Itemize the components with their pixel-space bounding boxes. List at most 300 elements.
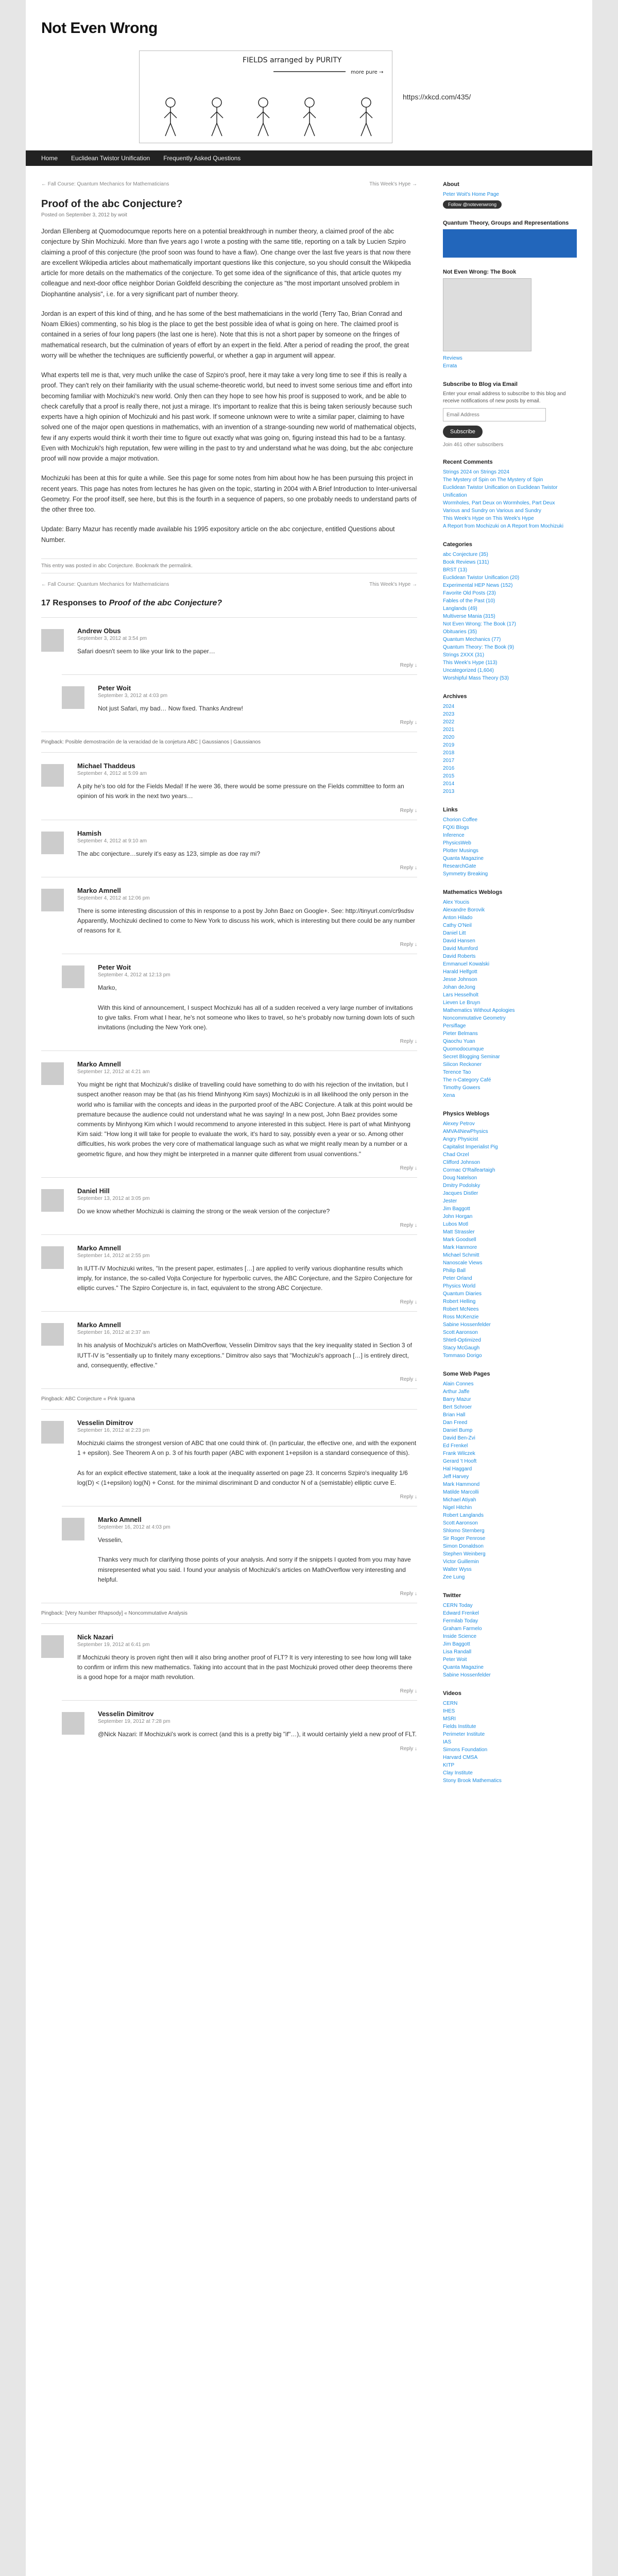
blogroll-link[interactable]: Quanta Magazine xyxy=(443,856,484,861)
category-link[interactable]: Quantum Mechanics (77) xyxy=(443,637,501,642)
web-page-link[interactable]: Walter Wyss xyxy=(443,1567,472,1572)
reply-button[interactable]: Reply ↓ xyxy=(400,1494,417,1500)
avatar xyxy=(41,1062,64,1085)
physics-blog-link[interactable]: Angry Physicist xyxy=(443,1137,478,1142)
math-blog-link[interactable]: Noncommutative Geometry xyxy=(443,1015,506,1021)
web-page-link[interactable]: Simon Donaldson xyxy=(443,1544,484,1549)
physics-blog-link[interactable]: Jacques Distler xyxy=(443,1191,478,1196)
physics-blog-link[interactable]: AMVA4NewPhysics xyxy=(443,1129,488,1134)
categories-widget xyxy=(443,541,577,682)
prev-post-link[interactable]: ← Fall Course: Quantum Mechanics for Mathematicians xyxy=(41,581,169,587)
web-page-link[interactable]: Barry Mazur xyxy=(443,1397,471,1402)
site-title[interactable]: Not Even Wrong xyxy=(41,20,158,37)
comment xyxy=(41,752,417,819)
web-page-link[interactable]: Victor Guillemin xyxy=(443,1559,479,1565)
comments-title-post: Proof of the abc Conjecture? xyxy=(109,598,222,607)
math-blog-link[interactable]: Lars Hesselholt xyxy=(443,992,478,998)
comment-author[interactable]: Marko Amnell xyxy=(98,1515,142,1523)
math-title: Mathematics Weblogs xyxy=(443,889,503,895)
book-reviews-link[interactable]: Reviews xyxy=(443,355,462,361)
prev-post-link[interactable]: ← Fall Course: Quantum Mechanics for Mathematicians xyxy=(41,181,169,187)
physics-blog-link[interactable]: Sabine Hossenfelder xyxy=(443,1322,491,1328)
physics-blog-link[interactable]: Michael Schmitt xyxy=(443,1252,479,1258)
twitter-link[interactable]: Peter Woit xyxy=(443,1657,467,1663)
main-nav xyxy=(26,150,592,166)
comic-caption: FIELDS arranged by PURITY xyxy=(243,56,342,64)
comment-date[interactable]: September 16, 2012 at 4:03 pm xyxy=(98,1524,170,1530)
math-blog-link[interactable]: Pieter Belmans xyxy=(443,1031,478,1037)
comment xyxy=(41,820,417,877)
math-blog-link[interactable]: Terence Tao xyxy=(443,1070,471,1075)
post-footer: This entry was posted in abc Conjecture. Bookmark the permalink. xyxy=(41,558,417,573)
comment-author[interactable]: Hamish xyxy=(77,829,101,837)
comment-text: There is some interesting discussion of this in response to a post by John Baez on Google+. See: http://tinyurl.com/cr9sdsv Apparently, Mochizuki declined to come to New York to discuss his work, which is interesting but there could be any number of reasons for it. xyxy=(77,907,416,935)
reply-button[interactable]: Reply ↓ xyxy=(400,1222,417,1228)
web-page-link[interactable]: Bert Schroer xyxy=(443,1404,472,1410)
nav-home[interactable]: Home xyxy=(41,155,58,162)
comment xyxy=(41,1177,417,1234)
reply-button[interactable]: Reply ↓ xyxy=(400,1377,417,1382)
math-widget xyxy=(443,889,577,1099)
math-blog-link[interactable]: Cathy O'Neil xyxy=(443,923,472,928)
math-blog-link[interactable]: Quomodocumque xyxy=(443,1046,484,1052)
banner-comic[interactable] xyxy=(139,50,392,143)
math-blog-link[interactable]: Alexandre Borovik xyxy=(443,907,485,913)
blogroll-link[interactable]: Chorion Coffee xyxy=(443,817,478,823)
math-blog-link[interactable]: Jesse Johnson xyxy=(443,977,477,982)
recent-title: Recent Comments xyxy=(443,459,493,465)
avatar xyxy=(62,965,84,988)
sidebar xyxy=(443,181,577,1796)
comment xyxy=(41,1409,417,1506)
comment-text: A pity he's too old for the Fields Medal! If he were 36, there would be some pressure on the Fields committee to form an opinion of his work in the next two years… xyxy=(77,783,404,800)
physics-blog-link[interactable]: Quantum Diaries xyxy=(443,1291,482,1297)
category-link[interactable]: Book Reviews (131) xyxy=(443,560,489,565)
math-blog-link[interactable]: Silicon Reckoner xyxy=(443,1062,482,1067)
category-link[interactable]: Not Even Wrong: The Book (17) xyxy=(443,621,516,627)
web-page-link[interactable]: Daniel Bump xyxy=(443,1428,473,1433)
reply-button[interactable]: Reply ↓ xyxy=(400,865,417,871)
twitter-link[interactable]: Sabine Hossenfelder xyxy=(443,1672,491,1678)
category-link[interactable]: Uncategorized (1,604) xyxy=(443,668,494,673)
post-paragraph: Jordan is an expert of this kind of thing, and he has some of the best mathematicians in the world (Terry Tao, Brian Conrad and Noam Elkies) commenting, so his blog is the place to get the best possible idea of what is going on here. The claimed proof is contained in a series of four long papers (the last one is here). Note that this is not a short paper by someone on the fringes of mathematical research, but the culmination of years of effort by an expert in the field. After a period of reading the proof, the great worry will be whether the techniques are sufficiently powerful, or whether a gap in argument will appear. xyxy=(41,310,409,359)
comment-text: @Nick Nazari: If Mochizuki's work is correct (and this is a pretty big "if"…), it would certainly yield a new proof of FLT. xyxy=(98,1731,417,1738)
physics-blog-link[interactable]: Philip Ball xyxy=(443,1268,466,1274)
about-link[interactable]: Peter Woit's Home Page xyxy=(443,192,499,197)
post-body xyxy=(41,226,417,545)
recent-comments-widget xyxy=(443,459,577,530)
twitter-link[interactable]: Jim Baggott xyxy=(443,1641,470,1647)
math-blog-link[interactable]: Mathematics Without Apologies xyxy=(443,1008,515,1013)
video-link[interactable]: IHES xyxy=(443,1708,455,1714)
web-page-link[interactable]: Stephen Weinberg xyxy=(443,1551,486,1557)
archive-link[interactable]: 2022 xyxy=(443,719,455,725)
pingback[interactable]: Pingback: Posible demostración de la veracidad de la conjetura ABC | Gaussianos | Gaussianos xyxy=(41,732,417,752)
comment-date[interactable]: September 4, 2012 at 9:10 am xyxy=(77,838,147,844)
web-page-link[interactable]: Zee Lung xyxy=(443,1574,465,1580)
web-page-link[interactable]: Arthur Jaffe xyxy=(443,1389,470,1395)
recent-comment-link[interactable]: Strings 2024 on Strings 2024 xyxy=(443,469,509,475)
comment-date[interactable]: September 4, 2012 at 5:09 am xyxy=(77,771,147,777)
math-blog-link[interactable]: David Mumford xyxy=(443,946,478,952)
web-page-link[interactable]: Scott Aaronson xyxy=(443,1520,478,1526)
next-post-link[interactable]: This Week's Hype → xyxy=(369,581,417,587)
archive-link[interactable]: 2016 xyxy=(443,766,455,771)
archive-link[interactable]: 2014 xyxy=(443,781,455,787)
qtgr-book-cover[interactable] xyxy=(443,229,577,258)
twitter-link[interactable]: Edward Frenkel xyxy=(443,1611,479,1616)
comment-date[interactable]: September 3, 2012 at 3:54 pm xyxy=(77,635,147,641)
physics-blog-link[interactable]: Jim Baggott xyxy=(443,1206,470,1212)
categories-list xyxy=(443,551,577,682)
physics-blog-link[interactable]: Physics World xyxy=(443,1283,476,1289)
category-link[interactable]: Fables of the Past (10) xyxy=(443,598,495,604)
comment xyxy=(62,954,417,1050)
comment-author[interactable]: Peter Woit xyxy=(98,963,131,972)
web-page-link[interactable]: Alain Connes xyxy=(443,1381,474,1387)
comment-text: Vesselin, Thanks very much for clarifying those points of your analysis. And sorry if the snippets I quoted from you may have misrepresented what you said. I found your analysis of Mochizuki's articles on MathOverflow very interesting and helpful. xyxy=(98,1536,411,1583)
twitter-link[interactable]: Graham Farmelo xyxy=(443,1626,482,1632)
comment-text: Not just Safari, my bad… Now fixed. Thanks Andrew! xyxy=(98,704,243,712)
comment-author[interactable]: Vesselin Dimitrov xyxy=(98,1710,154,1718)
nav-faq[interactable]: Frequently Asked Questions xyxy=(163,155,241,162)
about-title: About xyxy=(443,181,459,188)
reply-button[interactable]: Reply ↓ xyxy=(400,1745,417,1752)
some-list xyxy=(443,1380,577,1581)
reply-button[interactable]: Reply ↓ xyxy=(400,1688,417,1694)
comment-author[interactable]: Peter Woit xyxy=(98,684,131,692)
physics-blog-link[interactable]: Scott Aaronson xyxy=(443,1330,478,1335)
web-page-link[interactable]: Nigel Hitchin xyxy=(443,1505,472,1511)
comment-text: In his analysis of Mochizuki's articles on MathOverflow, Vesselin Dimitrov says that the key inequality stated in Section 3 of IUTT-IV is "essentially up to finitely many exceptions." Dimitrov also says that "Mochizuki's approach […] is entirely direct, and, consequently, effective." xyxy=(77,1342,412,1369)
book-cover[interactable] xyxy=(443,278,531,351)
archive-link[interactable]: 2018 xyxy=(443,750,455,756)
archives-widget xyxy=(443,693,577,795)
recent-comment-link[interactable]: A Report from Mochizuki on A Report from Mochizuki xyxy=(443,523,563,529)
category-link[interactable]: abc Conjecture (35) xyxy=(443,552,488,557)
pingback[interactable]: Pingback: ABC Conjecture « Pink Iguana xyxy=(41,1388,417,1409)
category-link[interactable]: Strings 2XXX (31) xyxy=(443,652,485,658)
web-page-link[interactable]: Shlomo Sternberg xyxy=(443,1528,485,1534)
reply-button[interactable]: Reply ↓ xyxy=(400,1039,417,1045)
physics-blog-link[interactable]: Matt Strassler xyxy=(443,1229,475,1235)
recent-comment-link[interactable]: This Week's Hype on This Week's Hype xyxy=(443,516,534,521)
comic-subcaption: more pure → xyxy=(351,70,384,75)
subscribe-text: Enter your email address to subscribe to this blog and receive notifications of new posts by email. xyxy=(443,391,566,404)
avatar xyxy=(41,629,64,652)
blogroll-link[interactable]: Inference xyxy=(443,833,465,838)
physics-blog-link[interactable]: Robert Helling xyxy=(443,1299,476,1304)
recent-comment-link[interactable]: Wormholes, Part Deux on Wormholes, Part Deux xyxy=(443,500,555,506)
archive-link[interactable]: 2021 xyxy=(443,727,455,733)
blogroll-link[interactable]: Plotter Musings xyxy=(443,848,478,854)
web-page-link[interactable]: Dan Freed xyxy=(443,1420,468,1426)
category-link[interactable]: This Week's Hype (113) xyxy=(443,660,497,666)
reply-button[interactable]: Reply ↓ xyxy=(400,807,417,814)
video-link[interactable]: Perimeter Institute xyxy=(443,1732,485,1737)
book-widget xyxy=(443,269,577,370)
category-link[interactable]: Quantum Theory: The Book (9) xyxy=(443,645,514,650)
physics-blog-link[interactable]: Nanoscale Views xyxy=(443,1260,483,1266)
web-page-link[interactable]: Brian Hall xyxy=(443,1412,466,1418)
recent-list xyxy=(443,468,577,530)
reply-button[interactable]: Reply ↓ xyxy=(400,662,417,668)
content xyxy=(26,166,592,1796)
avatar xyxy=(62,1518,84,1540)
nav-euclidean-twistor[interactable]: Euclidean Twistor Unification xyxy=(71,155,150,162)
physics-list xyxy=(443,1120,577,1360)
comment-author[interactable]: Marko Amnell xyxy=(77,1244,121,1252)
physics-blog-link[interactable]: Stacy McGaugh xyxy=(443,1345,480,1351)
math-blog-link[interactable]: Timothy Gowers xyxy=(443,1085,480,1091)
comment-date[interactable]: September 19, 2012 at 7:28 pm xyxy=(98,1719,170,1725)
video-link[interactable]: Stony Brook Mathematics xyxy=(443,1778,502,1784)
physics-blog-link[interactable]: Robert McNees xyxy=(443,1307,479,1312)
comment-date[interactable]: September 4, 2012 at 12:06 pm xyxy=(77,895,150,901)
subscribe-widget xyxy=(443,381,577,448)
subscribe-button[interactable]: Subscribe xyxy=(443,426,483,438)
physics-blog-link[interactable]: Ross McKenzie xyxy=(443,1314,479,1320)
comment-date[interactable]: September 3, 2012 at 4:03 pm xyxy=(98,692,168,699)
comments-title xyxy=(41,599,417,608)
physics-blog-link[interactable]: Peter Orland xyxy=(443,1276,472,1281)
physics-title: Physics Weblogs xyxy=(443,1111,490,1117)
video-link[interactable]: Harvard CMSA xyxy=(443,1755,478,1760)
archive-link[interactable]: 2023 xyxy=(443,711,455,717)
avatar xyxy=(62,686,84,709)
email-input[interactable] xyxy=(443,408,546,421)
web-page-link[interactable]: Jeff Harvey xyxy=(443,1474,469,1480)
category-link[interactable]: Experimental HEP News (152) xyxy=(443,583,513,588)
book-errata-link[interactable]: Errata xyxy=(443,363,457,369)
physics-blog-link[interactable]: Doug Natelson xyxy=(443,1175,477,1181)
follow-button[interactable]: Follow @notevenwrong xyxy=(443,200,502,209)
web-page-link[interactable]: Gerard 't Hooft xyxy=(443,1459,477,1464)
category-link[interactable]: Multiverse Mania (315) xyxy=(443,614,495,619)
avatar xyxy=(41,1635,64,1658)
comment xyxy=(62,1506,417,1603)
comment-author[interactable]: Marko Amnell xyxy=(77,1321,121,1329)
post-nav-top xyxy=(41,181,417,187)
avatar xyxy=(41,1421,64,1444)
reply-button[interactable]: Reply ↓ xyxy=(400,1590,417,1597)
math-blog-link[interactable]: Lieven Le Bruyn xyxy=(443,1000,480,1006)
videos-widget xyxy=(443,1690,577,1785)
avatar xyxy=(62,1712,84,1735)
twitter-link[interactable]: Fermilab Today xyxy=(443,1618,478,1624)
physics-blog-link[interactable]: Lubos Motl xyxy=(443,1222,468,1227)
twitter-link[interactable]: Lisa Randall xyxy=(443,1649,472,1655)
category-link[interactable]: BRST (13) xyxy=(443,567,468,573)
category-link[interactable]: Worshipful Mass Theory (53) xyxy=(443,675,509,681)
recent-comment-link[interactable]: Euclidean Twistor Unification on Euclidean Twistor Unification xyxy=(443,485,558,498)
comment-author[interactable]: Vesselin Dimitrov xyxy=(77,1419,133,1427)
math-blog-link[interactable]: Daniel Litt xyxy=(443,930,466,936)
avatar xyxy=(41,764,64,787)
video-link[interactable]: KITP xyxy=(443,1762,455,1768)
post-paragraph: Mochizuki has been at this for quite a while. See this page for some notes from him about how he has been pursuing this project in recent years. This page has notes from lectures he has given on the topic, starting in 2004 with A Brief Introduction to Inter-universal Geometry. For the proof itself, see here, but this is the fourth in a sequence of papers, so one probably needs to understand parts of the other three too. xyxy=(41,474,417,513)
comment-author[interactable]: Marko Amnell xyxy=(77,1060,121,1069)
math-blog-link[interactable]: Qiaochu Yuan xyxy=(443,1039,475,1044)
blogroll-link[interactable]: Symmetry Breaking xyxy=(443,871,488,877)
physics-blog-link[interactable]: Mark Goodsell xyxy=(443,1237,476,1243)
links-title: Links xyxy=(443,807,458,813)
video-link[interactable]: Clay Institute xyxy=(443,1770,473,1776)
physics-blog-link[interactable]: Shtetl-Optimized xyxy=(443,1337,481,1343)
math-blog-link[interactable]: Harald Helfgott xyxy=(443,969,477,975)
avatar xyxy=(41,1246,64,1269)
blogroll-link[interactable]: FQXi Blogs xyxy=(443,825,469,831)
qtgr-title[interactable]: Quantum Theory, Groups and Representations xyxy=(443,220,569,226)
physics-blog-link[interactable]: Capitalist Imperialist Pig xyxy=(443,1144,498,1150)
comment-date[interactable]: September 13, 2012 at 3:05 pm xyxy=(77,1195,150,1201)
comment-text: Marko, With this kind of announcement, I suspect Mochizuki has all of a sudden received a very large number of invitations to give talks. From what I hear, he's not someone who likes to travel, so he's probably now turning down lots of such invitations (including the New York one). xyxy=(98,984,415,1031)
categories-title: Categories xyxy=(443,541,472,548)
archive-link[interactable]: 2017 xyxy=(443,758,455,764)
some-title: Some Web Pages xyxy=(443,1371,490,1377)
post-paragraph: What experts tell me is that, very much unlike the case of Szpiro's proof, here it may take a very long time to see if this is really a proof. They can't rely on their familiarity with the usual scheme-theoretic world, but need to invest some serious time and effort into becoming familiar with Mochizuki's new world. Only then can they hope to see how his proof is supposed to work, and be able to check carefully that a proof is really there, not just a mirage. It's important to realize that this is being taken seriously because such experts have a high opinion of Mochizuki and his past work. If someone unknown were to write a similar paper, claiming to have solved one of the major open questions in mathematics, with an invention of a strange-sounding new world of mathematical objects, few if any experts would think it worth their time to figure out exactly what was going on, figuring instead this had to be a fantasy. Even with Mochizuki's high reputation, few were willing in the past to try and understand what he was doing, but the abc conjecture proof will now provide a major motivation. xyxy=(41,371,417,462)
post-nav-bottom xyxy=(41,582,417,587)
banner-url[interactable]: https://xkcd.com/435/ xyxy=(403,93,471,101)
comment-text: In IUTT-IV Mochizuki writes, "In the present paper, estimates […] are applied to verify various diophantine results which imply, for instance, the so-called Vojta Conjecture for hyperbolic curves, the ABC Conjecture, and the Szpiro Conjecture for elliptic curves." The Szpiro Conjecture is, in fact, equivalent to the strong ABC Conjecture. xyxy=(77,1264,413,1292)
physics-blog-link[interactable]: Alexey Petrov xyxy=(443,1121,475,1127)
physics-widget xyxy=(443,1111,577,1360)
video-link[interactable]: Simons Foundation xyxy=(443,1747,488,1753)
avatar xyxy=(41,1323,64,1346)
comment-text: Do we know whether Mochizuki is claiming the strong or the weak version of the conjecture? xyxy=(77,1207,330,1215)
pingback[interactable]: Pingback: [Very Number Rhapsody] « Noncommutative Analysis xyxy=(41,1603,417,1623)
math-blog-link[interactable]: Alex Youcis xyxy=(443,900,470,905)
math-blog-link[interactable]: Secret Blogging Seminar xyxy=(443,1054,500,1060)
comment-text: Mochizuki claims the strongest version of ABC that one could think of. (In particular, the effective one, and with the exponent 1 + epsilon). See Theorem A on p. 3 of his fourth paper (ABC with exponent 1+epsilon is a standard consequence of this). As for an explicit effective statement, take a look at the inequality asserted on page 23. It concerns Szpiro's inequality 1/6 log(D) < (1+epsilon) log(N) + Const. for the minimal discriminant D and conductor N of a (semistable) elliptic curve E. xyxy=(77,1439,417,1486)
physics-blog-link[interactable]: Clifford Johnson xyxy=(443,1160,480,1165)
twitter-list xyxy=(443,1602,577,1679)
twitter-widget xyxy=(443,1592,577,1679)
next-post-link[interactable]: This Week's Hype → xyxy=(369,181,417,187)
math-blog-link[interactable]: Emmanuel Kowalski xyxy=(443,961,490,967)
avatar xyxy=(41,889,64,911)
recent-comment-link[interactable]: The Mystery of Spin on The Mystery of Spin xyxy=(443,477,543,483)
archive-link[interactable]: 2019 xyxy=(443,742,455,748)
math-blog-link[interactable]: David Hansen xyxy=(443,938,475,944)
physics-blog-link[interactable]: Tommaso Dorigo xyxy=(443,1353,482,1359)
comment-date[interactable]: September 4, 2012 at 12:13 pm xyxy=(98,972,170,978)
post-paragraph: Jordan Ellenberg at Quomodocumque reports here on a potential breakthrough in number theory, a claimed proof of the abc conjecture by Shin Mochizuki. More than five years ago I wrote a posting with the same title, reporting on a talk by Lucien Szpiro claiming a proof of this conjecture (the proof soon was found to have a flaw). One change over the last five years is that now there are excellent Wikipedia articles about mathematically important questions like this conjecture, so you should consult the Wikipedia article for more details on the mathematics of the conjecture. To get some idea of the significance of this, that article quotes my colleague and next-door office neighbor Dorian Goldfeld describing the conjecture as "the most important unsolved problem in Diophantine analysis", i.e. for a very significant part of number theory. xyxy=(41,228,411,298)
category-link[interactable]: Favorite Old Posts (23) xyxy=(443,590,496,596)
links-list xyxy=(443,816,577,878)
web-page-link[interactable]: Michael Atiyah xyxy=(443,1497,476,1503)
physics-blog-link[interactable]: John Horgan xyxy=(443,1214,473,1219)
web-page-link[interactable]: Ed Frenkel xyxy=(443,1443,468,1449)
twitter-link[interactable]: Inside Science xyxy=(443,1634,477,1639)
physics-blog-link[interactable]: Cormac O'Raifeartaigh xyxy=(443,1167,495,1173)
comment xyxy=(41,1311,417,1388)
physics-blog-link[interactable]: Mark Hanmore xyxy=(443,1245,477,1250)
twitter-link[interactable]: Quanta Magazine xyxy=(443,1665,484,1670)
archive-link[interactable]: 2024 xyxy=(443,704,455,709)
comment xyxy=(62,1700,417,1757)
web-page-link[interactable]: David Ben-Zvi xyxy=(443,1435,475,1441)
web-page-link[interactable]: Hal Haggard xyxy=(443,1466,472,1472)
banner-row xyxy=(26,37,592,148)
video-link[interactable]: IAS xyxy=(443,1739,452,1745)
category-link[interactable]: Euclidean Twistor Unification (20) xyxy=(443,575,520,581)
reply-button[interactable]: Reply ↓ xyxy=(400,942,417,948)
web-page-link[interactable]: Robert Langlands xyxy=(443,1513,484,1518)
web-page-link[interactable]: Frank Wilczek xyxy=(443,1451,475,1456)
web-page-link[interactable]: Mark Hammond xyxy=(443,1482,480,1487)
reply-button[interactable]: Reply ↓ xyxy=(400,720,417,726)
math-blog-link[interactable]: David Roberts xyxy=(443,954,476,959)
math-blog-link[interactable]: Xena xyxy=(443,1093,455,1098)
comment xyxy=(41,617,417,674)
math-blog-link[interactable]: The n-Category Café xyxy=(443,1077,491,1083)
post-paragraph: Update: Barry Mazur has recently made available his 1995 expository article on the abc conjecture, entitled Questions about Number. xyxy=(41,526,395,544)
videos-list xyxy=(443,1700,577,1785)
comment-author[interactable]: Nick Nazari xyxy=(77,1633,114,1641)
reply-button[interactable]: Reply ↓ xyxy=(400,1299,417,1306)
comment-author[interactable]: Michael Thaddeus xyxy=(77,762,135,770)
math-blog-link[interactable]: Persiflage xyxy=(443,1023,466,1029)
comment-date[interactable]: September 14, 2012 at 2:55 pm xyxy=(77,1252,150,1259)
math-blog-link[interactable]: Johan deJong xyxy=(443,985,475,990)
physics-blog-link[interactable]: Jester xyxy=(443,1198,457,1204)
comment xyxy=(41,1050,417,1177)
comment-author[interactable]: Daniel Hill xyxy=(77,1187,110,1195)
video-link[interactable]: CERN xyxy=(443,1701,458,1706)
some-pages-widget xyxy=(443,1371,577,1581)
math-list xyxy=(443,899,577,1099)
comment-date[interactable]: September 19, 2012 at 6:41 pm xyxy=(77,1641,150,1648)
math-blog-link[interactable]: Anton Hilado xyxy=(443,915,473,921)
web-page-link[interactable]: Sir Roger Penrose xyxy=(443,1536,486,1541)
video-link[interactable]: Fields Institute xyxy=(443,1724,476,1730)
reply-button[interactable]: Reply ↓ xyxy=(400,1165,417,1171)
category-link[interactable]: Obituaries (35) xyxy=(443,629,477,635)
archive-link[interactable]: 2020 xyxy=(443,735,455,740)
qtgr-widget xyxy=(443,220,577,258)
comment-date[interactable]: September 16, 2012 at 2:37 am xyxy=(77,1330,150,1336)
subscribe-title: Subscribe to Blog via Email xyxy=(443,381,518,387)
twitter-link[interactable]: CERN Today xyxy=(443,1603,473,1608)
archives-title: Archives xyxy=(443,693,467,700)
physics-blog-link[interactable]: Dmitry Podolsky xyxy=(443,1183,480,1189)
comment-author[interactable]: Marko Amnell xyxy=(77,886,121,894)
comment xyxy=(41,877,417,954)
physics-blog-link[interactable]: Chad Orzel xyxy=(443,1152,469,1158)
archive-link[interactable]: 2015 xyxy=(443,773,455,779)
recent-comment-link[interactable]: Various and Sundry on Various and Sundry xyxy=(443,508,541,514)
avatar xyxy=(41,1189,64,1212)
archives-list xyxy=(443,703,577,795)
comment xyxy=(41,1234,417,1312)
category-link[interactable]: Langlands (49) xyxy=(443,606,477,612)
blogroll-link[interactable]: PhysicsWeb xyxy=(443,840,471,846)
archive-link[interactable]: 2013 xyxy=(443,789,455,794)
blogroll-link[interactable]: ResearchGate xyxy=(443,863,476,869)
links-widget xyxy=(443,807,577,878)
comic-illustration xyxy=(140,51,392,143)
book-title: Not Even Wrong: The Book xyxy=(443,269,517,275)
comment-date[interactable]: September 16, 2012 at 2:23 pm xyxy=(77,1428,150,1433)
comment-author[interactable]: Andrew Obus xyxy=(77,626,121,635)
video-link[interactable]: MSRI xyxy=(443,1716,456,1722)
comment-text: Safari doesn't seem to like your link to the paper… xyxy=(77,647,215,655)
web-page-link[interactable]: Matilde Marcolli xyxy=(443,1489,479,1495)
comment-date[interactable]: September 12, 2012 at 4:21 am xyxy=(77,1069,150,1075)
comment xyxy=(62,674,417,732)
post-title: Proof of the abc Conjecture? xyxy=(41,198,183,210)
